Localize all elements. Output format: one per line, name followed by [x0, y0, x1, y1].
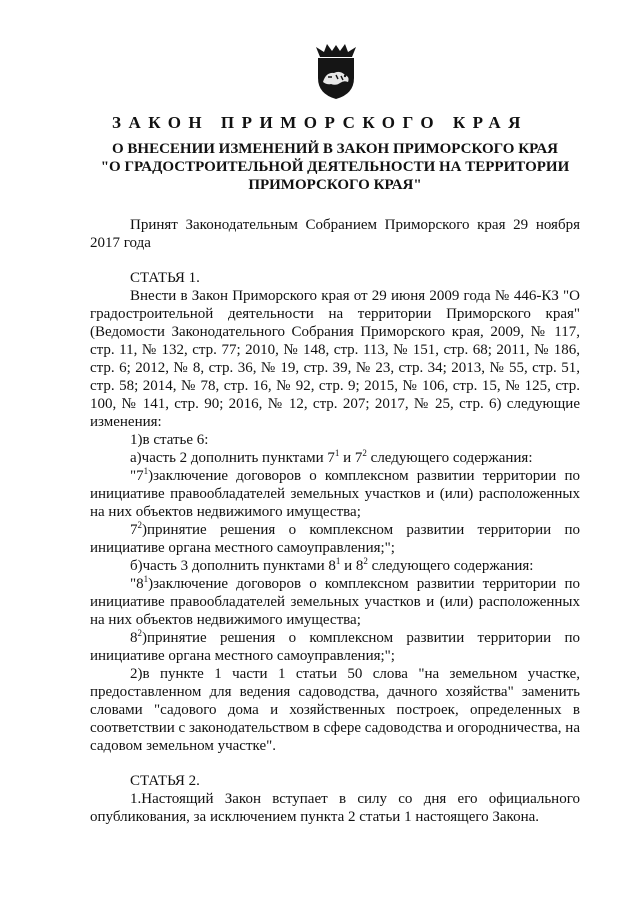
law-body [90, 216, 580, 826]
point-7-1: "$7^1)заключение$ договоров о комплексном развитии территории по инициативе правообладателей земельных участков и (или) расположенных на них объектов недвижимого имущества; [90, 466, 580, 520]
article-1-intro: Внести в Закон Приморского края от 29 июня 2009 года № 446-КЗ "О градостроительной деятельности на территории Приморского края" (Ведомости Законодательного Собрания Приморского края, 2009, № 117, стр. 11, № 132, стр. 77; 2010, № 148, стр. 113, № 151, стр. 68; 2011, № 186, стр. 6; 2012, № 8, стр. 36, № 19, стр. 39, № 23, стр. 34; 2013, № 55, стр. 51, стр. 58; 2014, № 78, стр. 16, № 92, стр. 9; 2015, № 106, стр. 15, № 125, стр. 100, № 141, стр. 90; 2016, № 12, стр. 207; 2017, № 25, стр. 6) следующие изменения: [90, 288, 580, 430]
adoption-note: Принят Законодательным Собранием Приморского края 29 ноября 2017 года [90, 217, 580, 251]
article-2-item-1: 1.Настоящий Закон вступает в силу со дня его официального опубликования, за исключением пункта 2 статьи 1 настоящего Закона. [90, 791, 580, 825]
subtitle-line: "О ГРАДОСТРОИТЕЛЬНОЙ ДЕЯТЕЛЬНОСТИ НА ТЕРРИТОРИИ [100, 159, 570, 175]
article-1-heading: СТАТЬЯ 1. [130, 270, 200, 286]
point-8-2: $8^2)принятие$ решения о комплексном развитии территории по инициативе органа местного самоуправления;"; [90, 628, 580, 664]
coat-of-arms-icon [314, 44, 358, 100]
subtitle-line: ПРИМОРСКОГО КРАЯ" [248, 177, 422, 193]
subitem-b: б)часть 3 дополнить пунктами $8^1$ и $8^2$ следующего содержания: [130, 556, 534, 574]
subtitle-line: О ВНЕСЕНИИ ИЗМЕНЕНИЙ В ЗАКОН ПРИМОРСКОГО КРАЯ [112, 141, 558, 157]
item-2: 2)в пункте 1 части 1 статьи 50 слова "на земельном участке, предоставленном для ведения садоводства, дачного хозяйства" заменить словами "садового дома и хозяйственных построек, определенных в соответствии с законодательством в сфере садоводства и огородничества, на садовом земельном участке". [90, 666, 580, 754]
subitem-a: а)часть 2 дополнить пунктами $7^1$ и $7^2$ следующего содержания: [130, 448, 533, 466]
point-8-1: "$8^1)заключение$ договоров о комплексном развитии территории по инициативе правообладателей земельных участков и (или) расположенных на них объектов недвижимого имущества; [90, 574, 580, 628]
item-1: 1)в статье 6: [130, 432, 209, 448]
law-subtitle [90, 140, 580, 194]
point-7-2: $7^2)принятие$ решения о комплексном развитии территории по инициативе органа местного самоуправления;"; [90, 520, 580, 556]
law-title: ЗАКОН ПРИМОРСКОГО КРАЯ [112, 113, 528, 132]
article-2-heading: СТАТЬЯ 2. [130, 773, 200, 789]
